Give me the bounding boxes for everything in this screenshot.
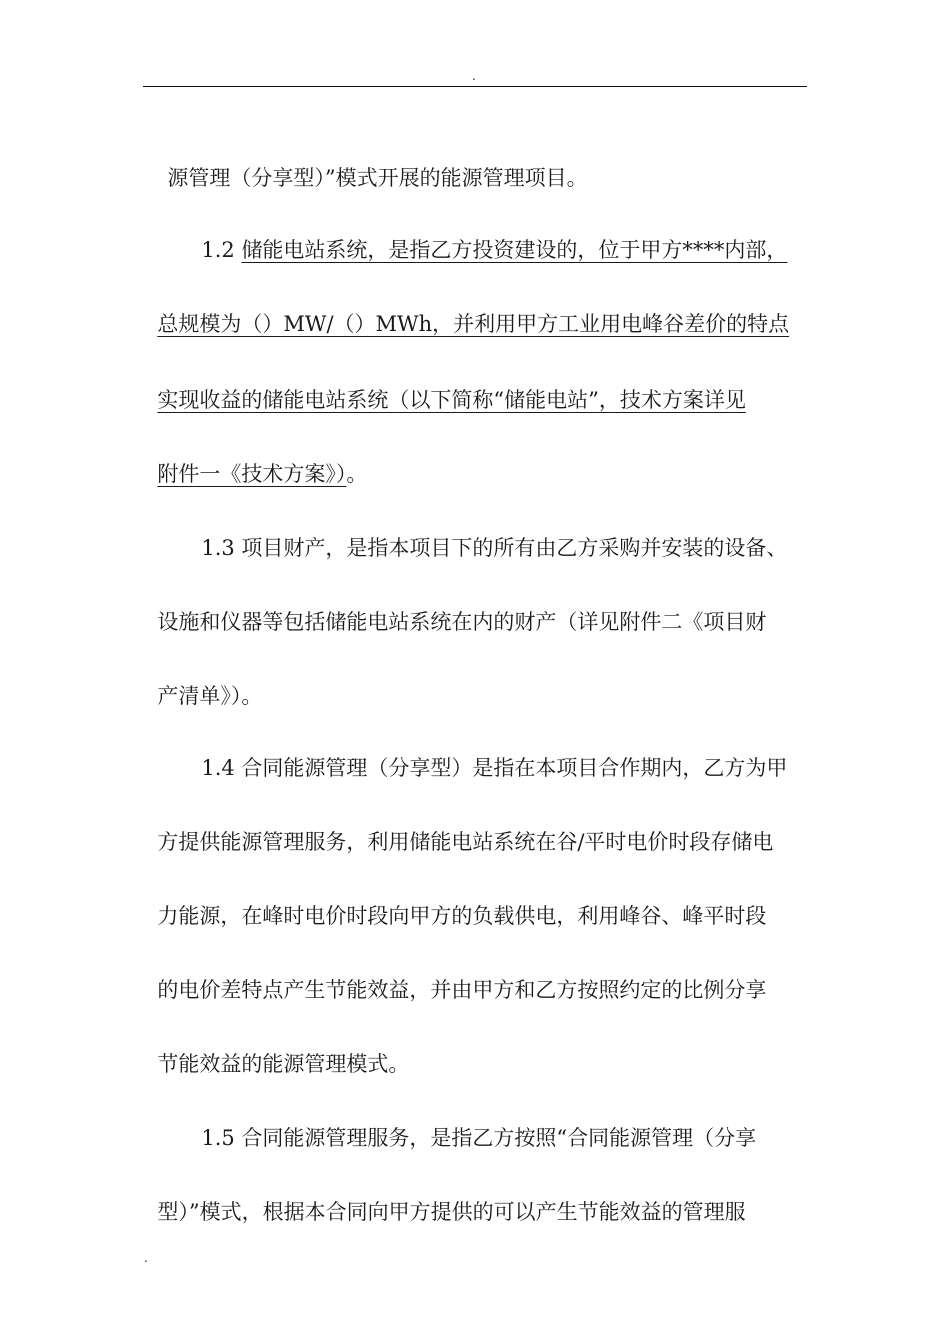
line-text: 方提供能源管理服务，利用储能电站系统在谷/平时电价时段存储电	[157, 830, 774, 854]
line-text: 力能源，在峰时电价时段向甲方的负载供电，利用峰谷、峰平时段	[157, 904, 767, 928]
underlined-text: 储能电站系统，是指乙方投资建设的，位于甲方****内部，	[241, 238, 788, 262]
line-text: 1.5 合同能源管理服务，是指乙方按照“合同能源管理（分享	[201, 1126, 757, 1150]
clause-1-4-line	[188, 726, 787, 782]
clause-1-2-line	[144, 358, 746, 414]
clause-1-2-line	[188, 208, 787, 264]
clause-1-3-line	[144, 654, 262, 710]
clause-1-3-line	[144, 580, 766, 636]
header-rule	[143, 86, 807, 87]
clause-1-4-line	[144, 874, 766, 930]
line-text: 节能效益的能源管理模式。	[157, 1052, 410, 1076]
line-text: 的电价差特点产生节能效益，并由甲方和乙方按照约定的比例分享	[157, 978, 767, 1002]
clause-1-4-line	[144, 800, 773, 856]
clause-1-4-line	[144, 948, 766, 1004]
clause-1-2-line	[144, 432, 367, 488]
clause-1-3-line	[188, 506, 787, 562]
clause-number: 1.2	[201, 238, 242, 262]
clause-1-4-line	[144, 1022, 409, 1078]
underlined-text: 总规模为（）MW/（）MWh，并利用甲方工业用电峰谷差价的特点	[157, 312, 790, 336]
line-text: 产清单》）。	[157, 684, 263, 708]
line-text: 源管理（分享型）”模式开展的能源管理项目。	[167, 166, 588, 190]
line-text: 设施和仪器等包括储能电站系统在内的财产（详见附件二《项目财	[157, 610, 767, 634]
text-line	[154, 136, 588, 192]
underlined-text: 附件一《技术方案》）	[157, 462, 347, 486]
footer-mark: .	[144, 1251, 148, 1265]
clause-1-5-line	[144, 1170, 746, 1226]
header-mark: .	[472, 69, 476, 83]
underlined-text: 实现收益的储能电站系统（以下简称“储能电站”，技术方案详见	[157, 388, 746, 412]
line-text: 1.3 项目财产，是指本项目下的所有由乙方采购并安装的设备、	[201, 536, 788, 560]
line-text: 。	[346, 462, 368, 486]
clause-1-2-line	[144, 282, 789, 338]
clause-1-5-line	[188, 1096, 756, 1152]
line-text: 型）”模式，根据本合同向甲方提供的可以产生节能效益的管理服	[157, 1200, 746, 1224]
line-text: 1.4 合同能源管理（分享型）是指在本项目合作期内，乙方为甲	[201, 756, 788, 780]
